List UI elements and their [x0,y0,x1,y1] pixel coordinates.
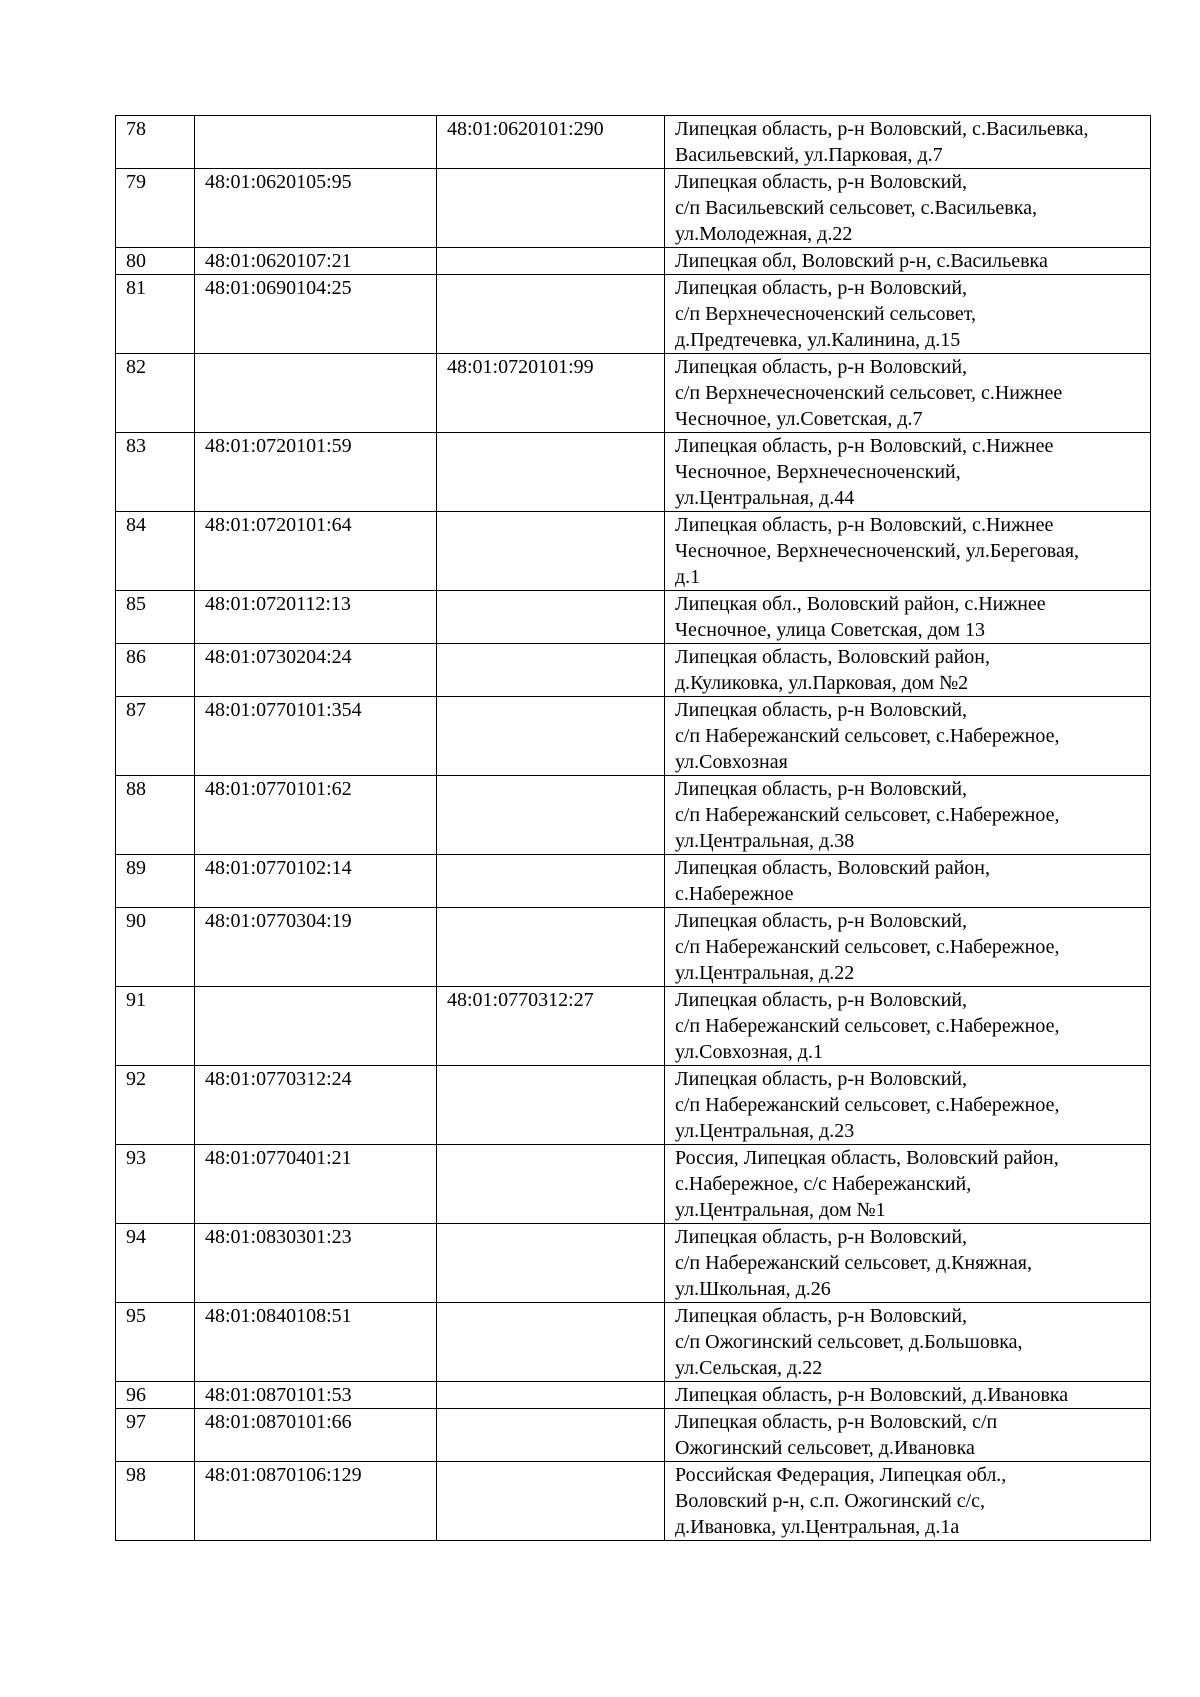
table-row [116,591,1151,644]
cadastral-number-cell: 48:01:0770101:354 [195,697,437,776]
address-cell: Липецкая область, Воловский район, д.Куликовка, ул.Парковая, дом №2 [665,644,1151,697]
row-number-cell: 95 [116,1303,195,1382]
table-row [116,987,1151,1066]
table-row [116,116,1151,169]
cadastral-number-cell [195,987,437,1066]
table-row [116,1382,1151,1409]
address-cell: Липецкая область, р-н Воловский, с/п Набережанский сельсовет, с.Набережное, ул.Совхозная, д.1 [665,987,1151,1066]
table-row [116,1409,1151,1462]
cadastral-number-alt-cell [437,275,665,354]
cadastral-number-alt-cell [437,697,665,776]
address-cell: Липецкая область, р-н Воловский, с/п Набережанский сельсовет, с.Набережное, ул.Совхозная [665,697,1151,776]
cadastral-number-alt-cell: 48:01:0770312:27 [437,987,665,1066]
table-row [116,1066,1151,1145]
cadastral-number-alt-cell [437,1382,665,1409]
cadastral-number-cell [195,354,437,433]
address-cell: Липецкая область, р-н Воловский, с.Васильевка, Васильевский, ул.Парковая, д.7 [665,116,1151,169]
cadastral-number-cell: 48:01:0770401:21 [195,1145,437,1224]
cadastral-number-cell: 48:01:0840108:51 [195,1303,437,1382]
cadastral-number-alt-cell [437,776,665,855]
address-cell: Липецкая обл, Воловский р-н, с.Васильевка [665,248,1151,275]
row-number-cell: 79 [116,169,195,248]
table-row [116,644,1151,697]
cadastral-number-cell: 48:01:0690104:25 [195,275,437,354]
table-row [116,275,1151,354]
row-number-cell: 84 [116,512,195,591]
cadastral-number-cell: 48:01:0870106:129 [195,1462,437,1541]
row-number-cell: 93 [116,1145,195,1224]
address-cell: Липецкая область, р-н Воловский, с/п Верхнечесноченский сельсовет, с.Нижнее Чесночное, ул.Советская, д.7 [665,354,1151,433]
cadastral-number-alt-cell [437,433,665,512]
row-number-cell: 81 [116,275,195,354]
cadastral-number-alt-cell [437,169,665,248]
cadastral-number-cell: 48:01:0720112:13 [195,591,437,644]
table-body [116,116,1151,1541]
row-number-cell: 96 [116,1382,195,1409]
cadastral-number-cell: 48:01:0830301:23 [195,1224,437,1303]
row-number-cell: 98 [116,1462,195,1541]
cadastral-number-cell: 48:01:0620107:21 [195,248,437,275]
address-cell: Российская Федерация, Липецкая обл., Воловский р-н, с.п. Ожогинский с/с, д.Ивановка, ул.Центральная, д.1а [665,1462,1151,1541]
cadastral-number-cell: 48:01:0870101:66 [195,1409,437,1462]
table-row [116,248,1151,275]
address-cell: Липецкая область, р-н Воловский, с/п Набережанский сельсовет, с.Набережное, ул.Центральная, д.23 [665,1066,1151,1145]
address-cell: Липецкая область, р-н Воловский, с/п Набережанский сельсовет, с.Набережное, ул.Центральная, д.22 [665,908,1151,987]
table-row [116,1303,1151,1382]
table-row [116,1462,1151,1541]
row-number-cell: 89 [116,855,195,908]
cadastral-number-alt-cell [437,591,665,644]
address-cell: Липецкая обл., Воловский район, с.Нижнее Чесночное, улица Советская, дом 13 [665,591,1151,644]
address-cell: Россия, Липецкая область, Воловский район, с.Набережное, с/с Набережанский, ул.Центральная, дом №1 [665,1145,1151,1224]
cadastral-number-cell: 48:01:0870101:53 [195,1382,437,1409]
cadastral-number-cell: 48:01:0770312:24 [195,1066,437,1145]
row-number-cell: 82 [116,354,195,433]
cadastral-number-alt-cell: 48:01:0720101:99 [437,354,665,433]
table-row [116,433,1151,512]
table-row [116,354,1151,433]
address-cell: Липецкая область, р-н Воловский, д.Ивановка [665,1382,1151,1409]
cadastral-number-alt-cell [437,908,665,987]
address-cell: Липецкая область, Воловский район, с.Набережное [665,855,1151,908]
address-cell: Липецкая область, р-н Воловский, с/п Верхнечесноченский сельсовет, д.Предтечевка, ул.Калинина, д.15 [665,275,1151,354]
table-row [116,1224,1151,1303]
cadastral-number-alt-cell [437,644,665,697]
cadastral-number-cell: 48:01:0720101:64 [195,512,437,591]
cadastral-number-alt-cell: 48:01:0620101:290 [437,116,665,169]
table-row [116,908,1151,987]
address-cell: Липецкая область, р-н Воловский, с/п Васильевский сельсовет, с.Васильевка, ул.Молодежная, д.22 [665,169,1151,248]
table-row [116,697,1151,776]
address-cell: Липецкая область, р-н Воловский, с/п Набережанский сельсовет, с.Набережное, ул.Центральная, д.38 [665,776,1151,855]
table-row [116,1145,1151,1224]
property-table [115,115,1151,1541]
address-cell: Липецкая область, р-н Воловский, с.Нижнее Чесночное, Верхнечесноченский, ул.Центральная, д.44 [665,433,1151,512]
cadastral-number-alt-cell [437,855,665,908]
cadastral-number-alt-cell [437,1409,665,1462]
table-row [116,855,1151,908]
cadastral-number-alt-cell [437,1145,665,1224]
row-number-cell: 92 [116,1066,195,1145]
row-number-cell: 88 [116,776,195,855]
row-number-cell: 91 [116,987,195,1066]
row-number-cell: 80 [116,248,195,275]
row-number-cell: 90 [116,908,195,987]
row-number-cell: 94 [116,1224,195,1303]
table-row [116,169,1151,248]
cadastral-number-cell: 48:01:0730204:24 [195,644,437,697]
address-cell: Липецкая область, р-н Воловский, с/п Ожогинский сельсовет, д.Ивановка [665,1409,1151,1462]
address-cell: Липецкая область, р-н Воловский, с.Нижнее Чесночное, Верхнечесноченский, ул.Береговая, д.1 [665,512,1151,591]
cadastral-number-cell [195,116,437,169]
cadastral-number-alt-cell [437,512,665,591]
row-number-cell: 97 [116,1409,195,1462]
row-number-cell: 78 [116,116,195,169]
cadastral-number-cell: 48:01:0770304:19 [195,908,437,987]
row-number-cell: 86 [116,644,195,697]
row-number-cell: 83 [116,433,195,512]
address-cell: Липецкая область, р-н Воловский, с/п Ожогинский сельсовет, д.Большовка, ул.Сельская, д.22 [665,1303,1151,1382]
cadastral-number-cell: 48:01:0770102:14 [195,855,437,908]
cadastral-number-alt-cell [437,1462,665,1541]
table-row [116,776,1151,855]
row-number-cell: 87 [116,697,195,776]
cadastral-number-alt-cell [437,1303,665,1382]
cadastral-number-alt-cell [437,1224,665,1303]
row-number-cell: 85 [116,591,195,644]
cadastral-number-cell: 48:01:0770101:62 [195,776,437,855]
cadastral-number-alt-cell [437,248,665,275]
cadastral-number-cell: 48:01:0720101:59 [195,433,437,512]
cadastral-number-cell: 48:01:0620105:95 [195,169,437,248]
address-cell: Липецкая область, р-н Воловский, с/п Набережанский сельсовет, д.Княжная, ул.Школьная, д.26 [665,1224,1151,1303]
table-row [116,512,1151,591]
cadastral-number-alt-cell [437,1066,665,1145]
